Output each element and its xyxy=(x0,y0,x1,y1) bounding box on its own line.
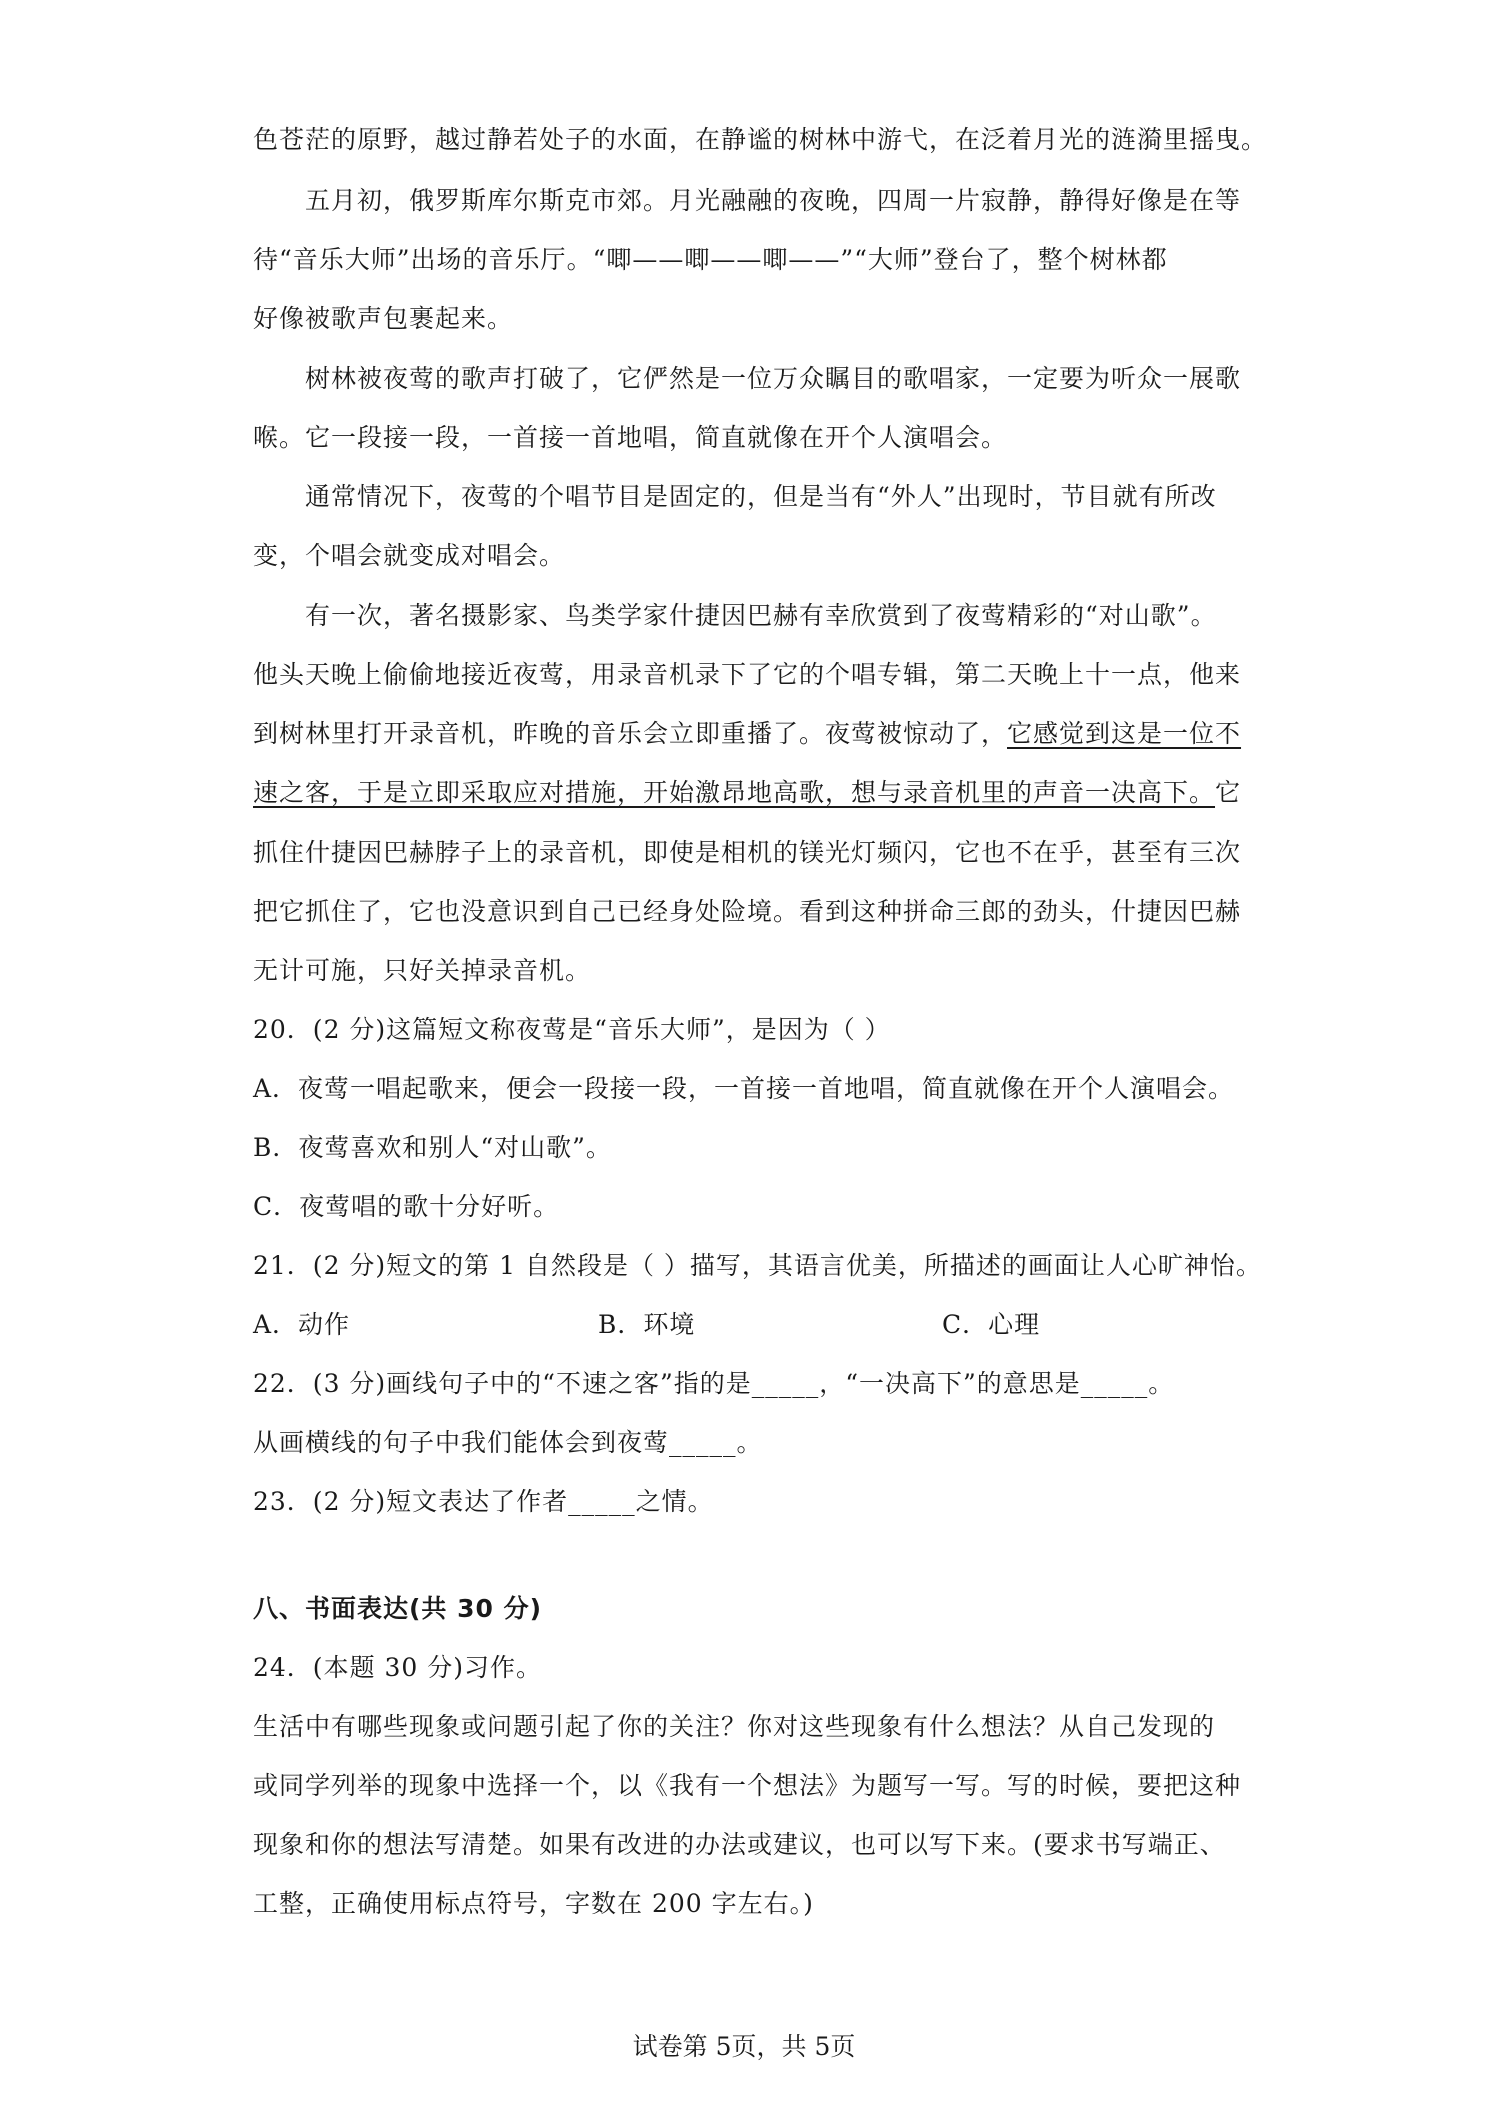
question-20-option-a: A．夜莺一唱起歌来，便会一段接一段，一首接一首地唱，简直就像在开个人演唱会。 xyxy=(253,1074,1235,1103)
passage-line: 抓住什捷因巴赫脖子上的录音机，即使是相机的镁光灯频闪，它也不在乎，甚至有三次 xyxy=(253,838,1242,867)
question-21-options xyxy=(253,1307,1243,1343)
question-24: 24．(本题 30 分)习作。 xyxy=(253,1653,543,1682)
writing-prompt-line: 或同学列举的现象中选择一个，以《我有一个想法》为题写一写。写的时候，要把这种 xyxy=(253,1771,1242,1800)
question-21-option-b: B．环境 xyxy=(598,1310,696,1339)
passage-line: 五月初，俄罗斯库尔斯克市郊。月光融融的夜晚，四周一片寂静，静得好像是在等 xyxy=(305,186,1242,215)
passage-line xyxy=(253,716,1243,752)
question-22-line-2: 从画横线的句子中我们能体会到夜莺_____。 xyxy=(253,1428,763,1457)
passage-line: 待“音乐大师”出场的音乐厅。“唧——唧——唧——”“大师”登台了，整个树林都 xyxy=(253,245,1168,274)
underlined-sentence: 它感觉到这是一位不 xyxy=(1007,719,1242,748)
passage-line: 通常情况下，夜莺的个唱节目是固定的，但是当有“外人”出现时，节目就有所改 xyxy=(305,482,1217,511)
question-20: 20．(2 分)这篇短文称夜莺是“音乐大师”，是因为（ ） xyxy=(253,1015,891,1044)
question-21-option-a: A．动作 xyxy=(253,1310,351,1339)
question-23: 23．(2 分)短文表达了作者_____之情。 xyxy=(253,1487,714,1516)
underlined-sentence: 速之客，于是立即采取应对措施，开始激昂地高歌，想与录音机里的声音一决高下。 xyxy=(253,778,1216,807)
passage-line: 喉。它一段接一段，一首接一首地唱，简直就像在开个人演唱会。 xyxy=(253,423,1008,452)
question-21: 21．(2 分)短文的第 1 自然段是（ ）描写，其语言优美，所描述的画面让人心旷神怡。 xyxy=(253,1251,1262,1280)
writing-prompt-line: 现象和你的想法写清楚。如果有改进的办法或建议，也可以写下来。(要求书写端正、 xyxy=(253,1830,1226,1859)
section-heading: 八、书面表达(共 30 分) xyxy=(253,1594,543,1623)
passage-line: 变，个唱会就变成对唱会。 xyxy=(253,541,566,570)
page-footer: 试卷第 5页，共 5页 xyxy=(632,2032,856,2061)
passage-line: 无计可施，只好关掉录音机。 xyxy=(253,956,592,985)
passage-line xyxy=(253,775,1243,811)
passage-line: 他头天晚上偷偷地接近夜莺，用录音机录下了它的个唱专辑，第二天晚上十一点，他来 xyxy=(253,660,1242,689)
writing-prompt-line: 生活中有哪些现象或问题引起了你的关注？你对这些现象有什么想法？从自己发现的 xyxy=(253,1712,1216,1741)
passage-line: 把它抓住了，它也没意识到自己已经身处险境。看到这种拼命三郎的劲头，什捷因巴赫 xyxy=(253,897,1242,926)
writing-prompt-line: 工整，正确使用标点符号，字数在 200 字左右。) xyxy=(253,1889,814,1918)
question-20-option-c: C．夜莺唱的歌十分好听。 xyxy=(253,1192,560,1221)
question-22: 22．(3 分)画线句子中的“不速之客”指的是_____，“一决高下”的意思是_____。 xyxy=(253,1369,1175,1398)
question-21-option-c: C．心理 xyxy=(942,1310,1041,1339)
passage-line: 有一次，著名摄影家、鸟类学家什捷因巴赫有幸欣赏到了夜莺精彩的“对山歌”。 xyxy=(305,601,1217,630)
passage-line: 树林被夜莺的歌声打破了，它俨然是一位万众瞩目的歌唱家，一定要为听众一展歌 xyxy=(305,364,1242,393)
question-20-option-b: B．夜莺喜欢和别人“对山歌”。 xyxy=(253,1133,612,1162)
passage-text: 到树林里打开录音机，昨晚的音乐会立即重播了。夜莺被惊动了， xyxy=(253,719,1008,748)
passage-line: 好像被歌声包裹起来。 xyxy=(253,304,514,333)
passage-text: 它 xyxy=(1215,778,1242,807)
passage-line: 色苍茫的原野，越过静若处子的水面，在静谧的树林中游弋，在泛着月光的涟漪里摇曳。 xyxy=(253,125,1268,154)
